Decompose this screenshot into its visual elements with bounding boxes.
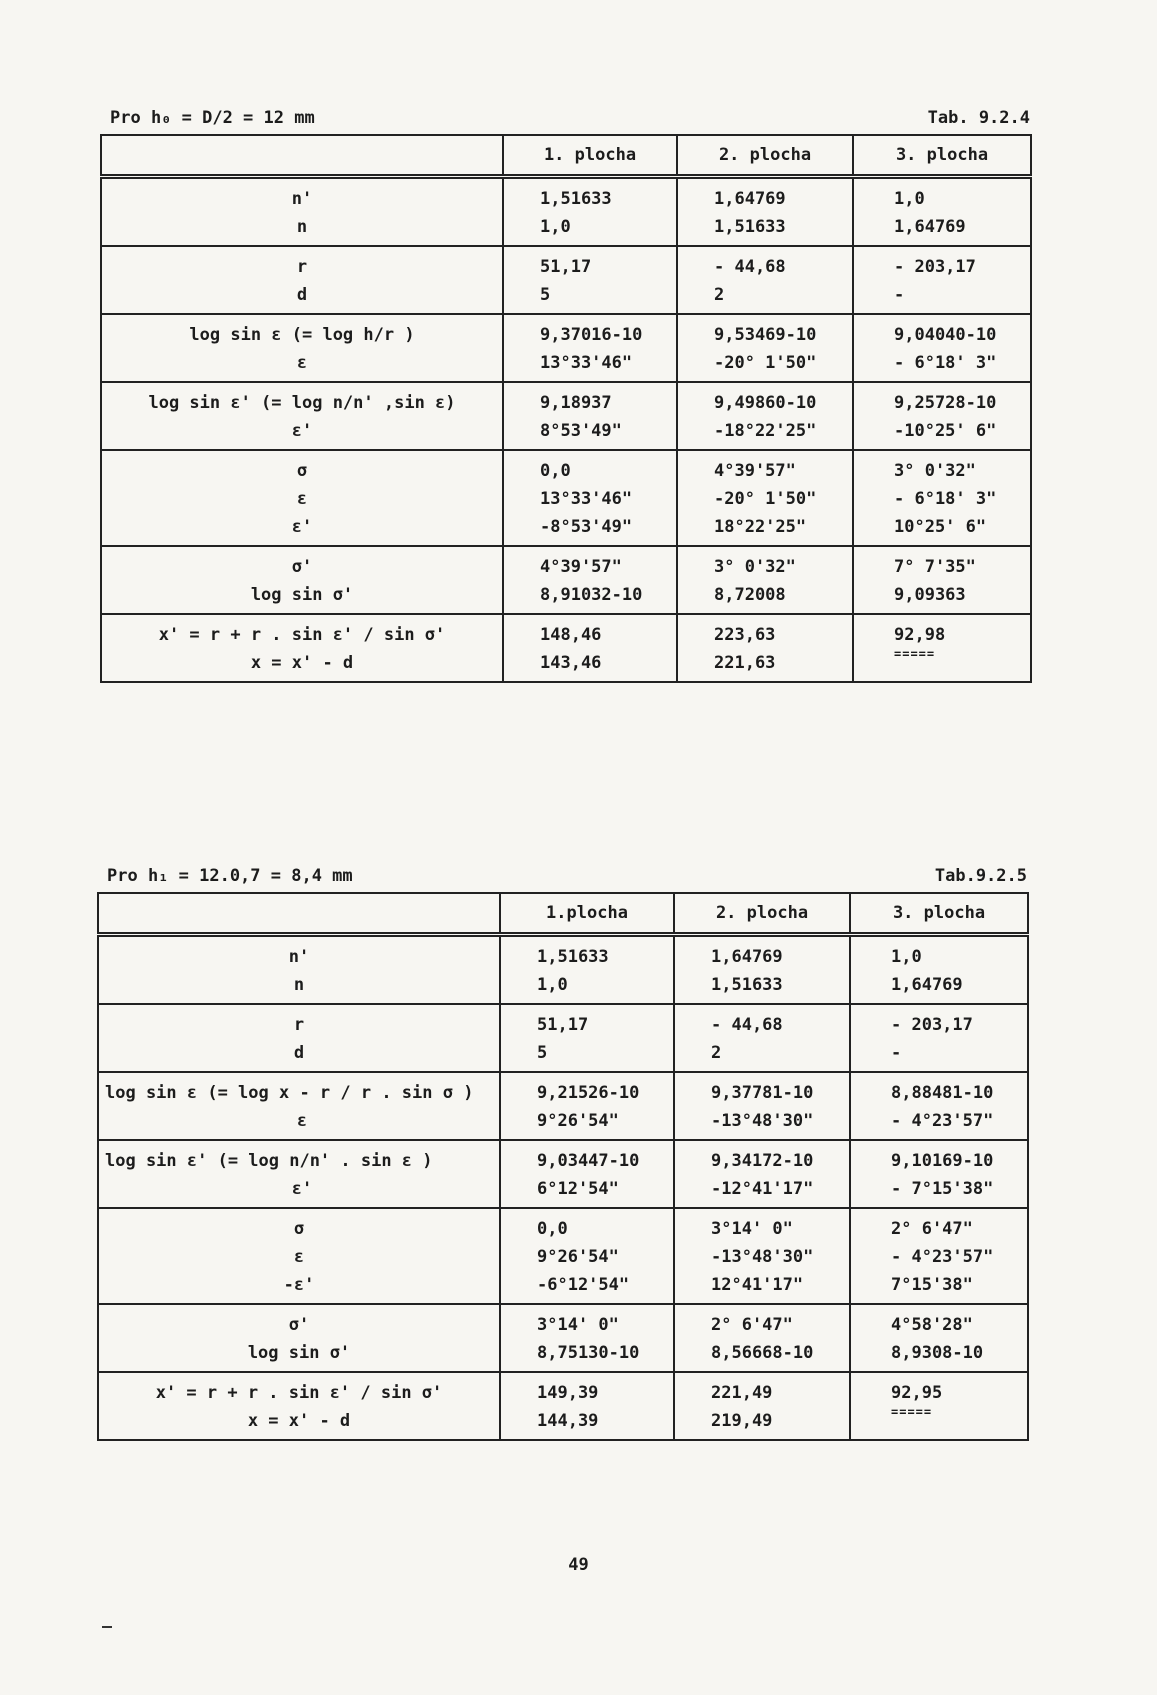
- header-cell: 1. plocha: [503, 135, 677, 177]
- cell-value: - 6°18' 3": [894, 353, 997, 373]
- value-cell: [677, 546, 853, 614]
- cell-value: 144,39: [537, 1411, 599, 1431]
- row-label: σ: [293, 1219, 305, 1239]
- cell-value: 9,21526-10: [537, 1083, 640, 1103]
- value-cell: [853, 177, 1031, 247]
- double-underline: =====: [891, 1405, 933, 1419]
- row-label-cell: [101, 382, 503, 450]
- row-label: ε': [291, 517, 313, 537]
- cell-value: - 44,68: [714, 257, 786, 277]
- value-cell: [850, 1140, 1028, 1208]
- cell-value: 1,64769: [894, 217, 966, 237]
- cell-value: 1,51633: [537, 947, 609, 967]
- cell-value: 4°39'57": [540, 557, 622, 577]
- table-row: [98, 1372, 1028, 1440]
- header-cell: 3. plocha: [850, 893, 1028, 935]
- value-cell: [674, 1372, 850, 1440]
- cell-value: 6°12'54": [537, 1179, 619, 1199]
- row-label: log sin ε (= log h/r ): [189, 325, 415, 345]
- cell-value: 9,37016-10: [540, 325, 643, 345]
- header-cell: 3. plocha: [853, 135, 1031, 177]
- table-row: [98, 1304, 1028, 1372]
- cell-value: 1,0: [894, 189, 925, 209]
- cell-value: 51,17: [537, 1015, 589, 1035]
- table-row: [98, 935, 1028, 1005]
- cell-value: 13°33'46": [540, 489, 633, 509]
- row-label: ε: [296, 489, 308, 509]
- cell-value: 221,63: [714, 653, 776, 673]
- cell-value: 1,51633: [714, 217, 786, 237]
- data-table-2: [97, 892, 1029, 1441]
- cell-value: 1,0: [537, 975, 568, 995]
- cell-value: 3°14' 0": [711, 1219, 793, 1239]
- cell-value: -20° 1'50": [714, 489, 817, 509]
- cell-value: -10°25' 6": [894, 421, 997, 441]
- value-cell: [500, 1072, 674, 1140]
- cell-value: -13°48'30": [711, 1111, 814, 1131]
- value-cell: [674, 935, 850, 1005]
- row-label-cell: [98, 1004, 500, 1072]
- row-label: -ε': [283, 1275, 315, 1295]
- cell-value: 9,25728-10: [894, 393, 997, 413]
- cell-value: 8,56668-10: [711, 1343, 814, 1363]
- cell-value: 9,34172-10: [711, 1151, 814, 1171]
- row-label: σ': [288, 1315, 310, 1335]
- cell-value: 5: [540, 285, 551, 305]
- row-label: ε': [291, 421, 313, 441]
- row-label-cell: [98, 1140, 500, 1208]
- cell-value: 9,10169-10: [891, 1151, 994, 1171]
- cell-value: -12°41'17": [711, 1179, 814, 1199]
- table-heading-2: [97, 862, 1027, 892]
- cell-value: - 44,68: [711, 1015, 783, 1035]
- cell-value: - 7°15'38": [891, 1179, 994, 1199]
- cell-value: 8,91032-10: [540, 585, 643, 605]
- cell-value: 9°26'54": [537, 1247, 619, 1267]
- value-cell: [850, 1004, 1028, 1072]
- cell-value: - 203,17: [891, 1015, 973, 1035]
- value-cell: [503, 382, 677, 450]
- table-row: [101, 177, 1031, 247]
- table-row: [101, 546, 1031, 614]
- page-number: 49: [568, 1555, 589, 1575]
- table-row: [101, 246, 1031, 314]
- cell-value: 1,0: [891, 947, 922, 967]
- cell-value: 5: [537, 1043, 548, 1063]
- table-caption-left: Pro h₀ = D/2 = 12 mm: [110, 108, 315, 128]
- row-label: ε: [296, 1111, 308, 1131]
- cell-value: 9,09363: [894, 585, 966, 605]
- double-underline: =====: [894, 647, 936, 661]
- margin-dash: [102, 1626, 112, 1628]
- value-cell: [677, 450, 853, 546]
- value-cell: [674, 1004, 850, 1072]
- cell-value: 8,9308-10: [891, 1343, 984, 1363]
- cell-value: 9,04040-10: [894, 325, 997, 345]
- value-cell: [674, 1140, 850, 1208]
- cell-value: 8,72008: [714, 585, 786, 605]
- cell-value: 2° 6'47": [711, 1315, 793, 1335]
- table-row: [101, 614, 1031, 682]
- cell-value: 9,18937: [540, 393, 612, 413]
- value-cell: [853, 546, 1031, 614]
- row-label-cell: [101, 314, 503, 382]
- row-label: n: [293, 975, 305, 995]
- cell-value: 2: [714, 285, 725, 305]
- table-header-row: [98, 893, 1028, 935]
- row-label: d: [296, 285, 308, 305]
- table-row: [98, 1004, 1028, 1072]
- value-cell: [850, 1072, 1028, 1140]
- cell-value: 1,64769: [714, 189, 786, 209]
- cell-value: 3° 0'32": [894, 461, 976, 481]
- cell-value: 10°25' 6": [894, 517, 987, 537]
- value-cell: [503, 246, 677, 314]
- cell-value: -6°12'54": [537, 1275, 630, 1295]
- cell-value: - 4°23'57": [891, 1111, 994, 1131]
- row-label-cell: [101, 614, 503, 682]
- cell-value: -: [891, 1043, 902, 1063]
- value-cell: [850, 1208, 1028, 1304]
- header-cell: [101, 135, 503, 177]
- cell-value: 143,46: [540, 653, 602, 673]
- table-row: [101, 450, 1031, 546]
- value-cell: [500, 1304, 674, 1372]
- cell-value: 51,17: [540, 257, 592, 277]
- table-block-2: [97, 862, 1027, 1441]
- header-cell: [98, 893, 500, 935]
- cell-value: 4°58'28": [891, 1315, 973, 1335]
- cell-value: 0,0: [540, 461, 571, 481]
- value-cell: [503, 314, 677, 382]
- value-cell: [850, 935, 1028, 1005]
- row-label: log sin σ': [250, 585, 354, 605]
- cell-value: 149,39: [537, 1383, 599, 1403]
- cell-value: 3°14' 0": [537, 1315, 619, 1335]
- value-cell: [503, 546, 677, 614]
- value-cell: [503, 177, 677, 247]
- value-cell: [674, 1208, 850, 1304]
- header-cell: 2. plocha: [677, 135, 853, 177]
- row-label-cell: [101, 246, 503, 314]
- cell-value: 9,53469-10: [714, 325, 817, 345]
- cell-value: 148,46: [540, 625, 602, 645]
- value-cell: [677, 246, 853, 314]
- table-caption-right: Tab.9.2.5: [934, 866, 1027, 886]
- row-label: ε: [293, 1247, 305, 1267]
- cell-value: 9,49860-10: [714, 393, 817, 413]
- cell-value: 92,95: [891, 1383, 943, 1403]
- value-cell: [853, 246, 1031, 314]
- row-label: x = x' - d: [250, 653, 354, 673]
- cell-value: 1,0: [540, 217, 571, 237]
- row-label-cell: [98, 1372, 500, 1440]
- cell-value: 3° 0'32": [714, 557, 796, 577]
- cell-value: -20° 1'50": [714, 353, 817, 373]
- row-label: log sin σ': [247, 1343, 351, 1363]
- cell-value: -18°22'25": [714, 421, 817, 441]
- value-cell: [674, 1304, 850, 1372]
- row-label-cell: [101, 450, 503, 546]
- cell-value: 2° 6'47": [891, 1219, 973, 1239]
- cell-value: 219,49: [711, 1411, 773, 1431]
- row-label: n': [288, 947, 310, 967]
- value-cell: [500, 1004, 674, 1072]
- row-label-cell: [98, 1208, 500, 1304]
- row-label: log sin ε' (= log n/n' . sin ε ): [105, 1151, 433, 1171]
- row-label: d: [293, 1043, 305, 1063]
- value-cell: [500, 1372, 674, 1440]
- value-cell: [853, 382, 1031, 450]
- value-cell: [500, 1140, 674, 1208]
- row-label: n': [291, 189, 313, 209]
- table-header-row: [101, 135, 1031, 177]
- row-label: x = x' - d: [247, 1411, 351, 1431]
- row-label: x' = r + r . sin ε' / sin σ': [155, 1383, 443, 1403]
- cell-value: - 203,17: [894, 257, 976, 277]
- value-cell: [853, 450, 1031, 546]
- cell-value: 8,75130-10: [537, 1343, 640, 1363]
- row-label-cell: [98, 1304, 500, 1372]
- value-cell: [500, 935, 674, 1005]
- row-label-cell: [98, 1072, 500, 1140]
- table-caption-left: Pro h₁ = 12.0,7 = 8,4 mm: [107, 866, 353, 886]
- cell-value: 12°41'17": [711, 1275, 804, 1295]
- table-row: [98, 1208, 1028, 1304]
- row-label: r: [296, 257, 308, 277]
- value-cell: [850, 1304, 1028, 1372]
- cell-value: 2: [711, 1043, 722, 1063]
- cell-value: 18°22'25": [714, 517, 807, 537]
- cell-value: 9,03447-10: [537, 1151, 640, 1171]
- row-label: x' = r + r . sin ε' / sin σ': [158, 625, 446, 645]
- cell-value: - 4°23'57": [891, 1247, 994, 1267]
- value-cell: [674, 1072, 850, 1140]
- table-block-1: [100, 104, 1030, 683]
- value-cell: [677, 382, 853, 450]
- table-caption-right: Tab. 9.2.4: [927, 108, 1030, 128]
- row-label: ε': [291, 1179, 313, 1199]
- header-cell: 1.plocha: [500, 893, 674, 935]
- table-row: [98, 1140, 1028, 1208]
- cell-value: 223,63: [714, 625, 776, 645]
- row-label: r: [293, 1015, 305, 1035]
- value-cell: [503, 450, 677, 546]
- table-heading-1: [100, 104, 1030, 134]
- data-table-1: [100, 134, 1032, 683]
- row-label: ε: [296, 353, 308, 373]
- value-cell: [677, 314, 853, 382]
- row-label-cell: [101, 177, 503, 247]
- header-cell: 2. plocha: [674, 893, 850, 935]
- row-label: n: [296, 217, 308, 237]
- cell-value: 8,88481-10: [891, 1083, 994, 1103]
- value-cell: [503, 614, 677, 682]
- row-label: σ: [296, 461, 308, 481]
- row-label-cell: [101, 546, 503, 614]
- cell-value: 9°26'54": [537, 1111, 619, 1131]
- cell-value: 1,51633: [711, 975, 783, 995]
- value-cell: [500, 1208, 674, 1304]
- value-cell: [850, 1372, 1028, 1440]
- cell-value: 9,37781-10: [711, 1083, 814, 1103]
- cell-value: -8°53'49": [540, 517, 633, 537]
- cell-value: 7° 7'35": [894, 557, 976, 577]
- cell-value: 1,64769: [711, 947, 783, 967]
- row-label: log sin ε (= log x - r / r . sin σ ): [105, 1083, 474, 1103]
- cell-value: 8°53'49": [540, 421, 622, 441]
- cell-value: 1,64769: [891, 975, 963, 995]
- row-label: log sin ε' (= log n/n' ,sin ε): [148, 393, 456, 413]
- cell-value: 7°15'38": [891, 1275, 973, 1295]
- cell-value: 0,0: [537, 1219, 568, 1239]
- value-cell: [677, 177, 853, 247]
- table-row: [98, 1072, 1028, 1140]
- cell-value: 4°39'57": [714, 461, 796, 481]
- cell-value: 1,51633: [540, 189, 612, 209]
- cell-value: -: [894, 285, 905, 305]
- row-label: σ': [291, 557, 313, 577]
- cell-value: 13°33'46": [540, 353, 633, 373]
- row-label-cell: [98, 935, 500, 1005]
- table-row: [101, 314, 1031, 382]
- value-cell: [853, 314, 1031, 382]
- cell-value: - 6°18' 3": [894, 489, 997, 509]
- table-row: [101, 382, 1031, 450]
- cell-value: 221,49: [711, 1383, 773, 1403]
- cell-value: -13°48'30": [711, 1247, 814, 1267]
- value-cell: [677, 614, 853, 682]
- cell-value: 92,98: [894, 625, 946, 645]
- value-cell: [853, 614, 1031, 682]
